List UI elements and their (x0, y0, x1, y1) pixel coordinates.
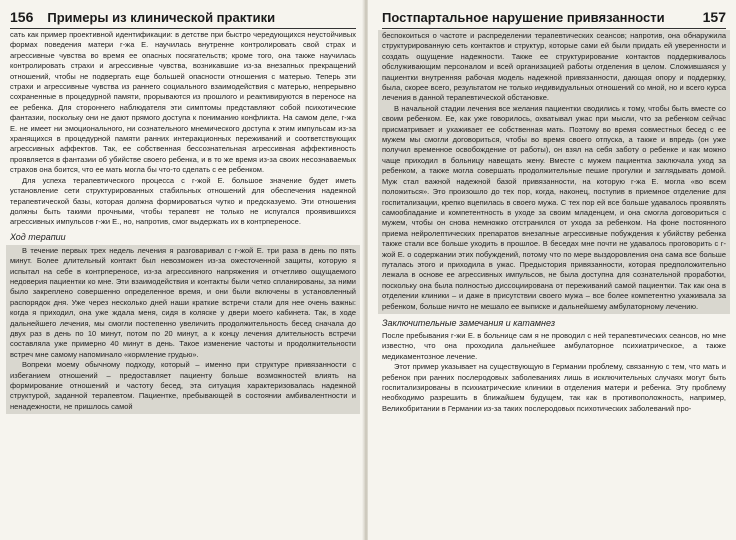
left-page (0, 0, 364, 540)
shaded-case-block (6, 245, 360, 415)
left-page-number: 156 (10, 9, 34, 25)
right-page (368, 0, 736, 540)
section-heading-course-of-therapy: Ход терапии (10, 231, 66, 242)
right-running-header (382, 6, 726, 29)
left-header-title: Примеры из клинической практики (47, 9, 276, 25)
paragraph: Этот пример указывает на существующую в Германии проблему, связанную с тем, что мать и ребенок при ранних послеродовых заболеваниях лишь в исключительных случаях могут быть госпитализированы в психиатрические клиники в отделения матери и ребенка. Эту проблему необходимо разрешить в ближайшем будущем, так как в противоположность, например, Великобритании в Германии из-за таких послеродовых психотических заболеваний про- (382, 362, 726, 413)
paragraph: После пребывания г-жи Е. в больнице сам я не проводил с ней терапевтических сеансов, но мне известно, что она проходила дальнейшее амбулаторное психиатрическое, а также медикаментозное лечение. (382, 330, 726, 361)
paragraph: беспокоиться о частоте и распределении терапевтических сеансов; напротив, она обнаружила структурированную сеть контактов и структур, которые сами ей были придать ей уверенности и создать ощущение надежности. Также ее структурирование контактов поддерживалось обслуживающим персоналом и всей организацией работы отделения в целом. Сложившаяся у пациентки внутренняя рабочая модель надежной привязанности, дающая опору и поддержку, была, скорее всего, результатом не только индивидуальных отношений со мной, но и всего курса лечения в данной терапевтической обстановке. (382, 31, 726, 103)
section-heading-conclusions: Заключительные замечания и катамнез (382, 317, 556, 328)
paragraph: В начальной стадии лечения все желания пациентки сводились к тому, чтобы быть вместе со своим ребенком. Ее, как уже говорилось, охватывал ужас при мысли, что за ребенком сейчас присматривает и ухаживает ее собственная мать. Поэтому во время совместных бесед с ее мужем мы смогли договориться, чтобы во время своего отпуска, а также и впредь (он уже получил временное освобождение от работы), он взял на себя заботу о ребенке и как можно чаще приходил в больницу навещать жену. Вместе с мужем пациентка заключала уход за ребенком, а также могла совершать продолжительные пешие прогулки и заглядывать домой. Муж стал важной надежной базой привязанности, на которую г-жа Е. могла «во всем положиться». Это произошло до тех пор, когда, наконец, поступив в приемное отделение для госпитализации, крепко вцепилась в своего мужа. С тех пор ей все больше удавалось проявлять самообладание и компетентность в уходе за своим младенцем, и она смогла договориться с мужем, чтобы он снова немножко отстранился от ухода за ребенком. На фоне постоянного приема нейролептических препаратов внезапные агрессивные побуждения к убийству ребенка также стали все больше уходить в прошлое. В беседах мне почти не удавалось проговорить с г-жой Е. о содержании этих побуждений, потому что по мере выздоровления она сама все больше путалась этого и приходила в ужас. Предыстория привязанности, которая предположительно лежала в основе ее агрессивных импульсов, не была доступна для сознательной проработки, поскольку она была полностью диссоциирована от переживаний самой пациентки. Так как она в отделении клиники – и даже в присутствии своего мужа – все более компетентно ухаживала за ребенком, больше ничто не мешало ее выписке и дальнейшему амбулаторному лечению. (382, 103, 726, 311)
shaded-case-block (378, 30, 730, 314)
right-body (382, 30, 726, 414)
paragraph: Вопреки моему обычному подходу, который – именно при структуре привязанности с избеганием отношений – предоставляет пациенту больше возможностей влиять на формирование отношений и частоту бесед, эта ситуация характеризовалась надежной структурой, заданной терапевтом. Пациентке, пребывающей в состоянии амбивалентности и ненадежности, не пришлось самой (10, 360, 356, 411)
right-page-number: 157 (702, 9, 726, 25)
paragraph: сать как пример проективной идентификации: в детстве при быстро чередующихся неустойчивых формах поведения матери г-жа Е. научилась внутренне контролировать свой страх и агрессивные чувства во время ее опасных посягательств; кроме того, она также научилась контролировать страхи и агрессивные чувства, возникавшие из-за внезапных прекращений отношений, чтобы не подвергать еще большей опасности отношения с матерью. Теперь эти страхи и агрессивные чувства из раннего социального взаимодействия с матерью, непрерывно сохраненные в процедурной памяти, прорываются из прошлого и реактивируются в переносе на ее ребенка. Для стороннего наблюдателя эти симптомы представляют собой психотические фантазии, поскольку они не дают прямого доступа к пониманию конфликта. На самом деле, г-жа Е. не имеет ни эмоционального, ни сознательного мнемического доступа к этим импульсам из-за хранящихся в процедурной памяти ранних интеракционных переживаний и соответствующих агрессивных аффектов. Так, ее собственная бессознательная агрессивная аффективность проявляется в фантазии об убийстве своего ребенка, и в то же время из-за своих несознаваемых страхов она боится, что ее мать могла бы что-то сделать с ее ребенком. (10, 30, 356, 175)
paragraph: Для успеха терапевтического процесса с г-жой Е. большое значение будет иметь установление сети структурированных стабильных отношений для обеспечения надежной терапевтической базы, которая должна формироваться чутко и предсказуемо. Эти отношения должны быть такими прочными, чтобы терапевт не только не испугался проявившихся агрессивных импульсов г-жи Е., но, напротив, смог выдержать их в контрпереносе. (10, 175, 356, 227)
left-body (10, 30, 356, 414)
left-running-header (10, 6, 356, 29)
paragraph: В течение первых трех недель лечения я разговаривал с г-жой Е. три раза в день по пять минут. Более длительный контакт был невозможен из-за ожесточенной защиты, которую я испытал на себе в контрпереносе, из-за агрессивного напряжения и отчетливо ощущаемого недоверия пациентки ко мне. Эти взаимодействия и контакты были четко спланированы, за ними было закреплено совершенно определенное время, и они были включены в установленный распорядок дня. Уже через несколько дней наши краткие встречи стали для нее очень важны: когда я приходил, она уже ждала меня, сидя в коляске у двери моего кабинета. Так, в ходе дальнейшего лечения, мы смогли постепенно увеличить продолжительность бесед сначала до двух раз в день по 10 минут, потом по 20 минут, а к концу лечения длительность встречи составляла уже примерно 40 минут в день. Такое изменение частоты и продолжительности встреч мне самому напоминало «кормление грудью». (10, 245, 356, 359)
right-header-title: Постпартальное нарушение привязанности (382, 9, 665, 25)
